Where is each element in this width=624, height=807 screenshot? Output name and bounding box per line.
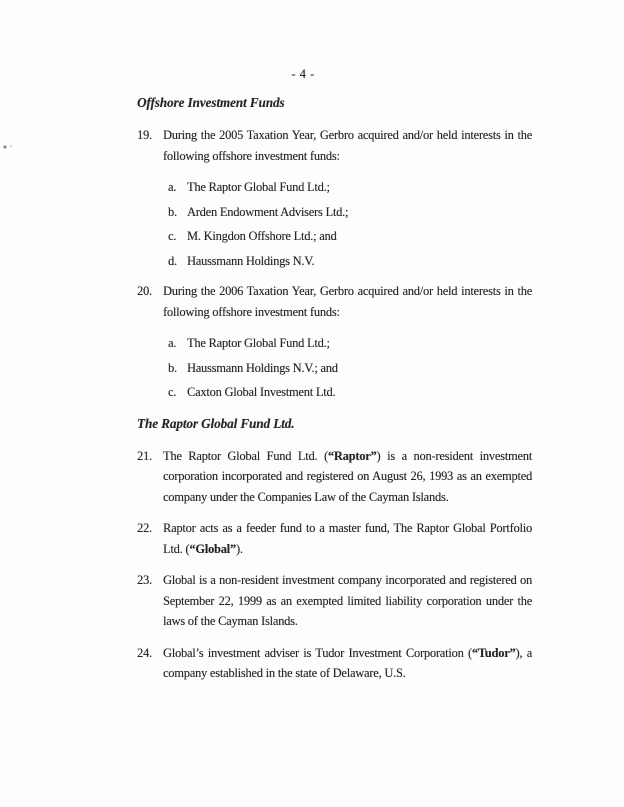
- defined-term-global: “Global”: [189, 541, 236, 556]
- paragraph-text: Global is a non-resident investment company incorporated and registered on September 22, 1999 as an exempted limited liability corporation under the laws of the Cayman Islands.: [163, 573, 532, 628]
- paragraph-text-run: ) is a non-resident investment corporation incorporated and registered on August 26, 1993 as an exempted company under the Companies Law of the Cayman Islands.: [163, 448, 532, 504]
- list-item-label: b.: [168, 360, 177, 375]
- list-item: [168, 226, 532, 247]
- list-item-label: a.: [168, 336, 177, 350]
- fund-list-2005: [168, 177, 532, 271]
- paragraph-number: 21.: [137, 448, 152, 463]
- section-heading-raptor-global-fund: The Raptor Global Fund Ltd.: [137, 415, 295, 431]
- paragraph-text-run: ), a company established in the state of Delaware, U.S.: [163, 645, 532, 680]
- paragraph-text: [163, 643, 532, 684]
- paragraph-number: 23.: [137, 573, 152, 587]
- paragraph-text: [163, 446, 532, 508]
- list-item-label: c.: [168, 385, 177, 399]
- list-item: [168, 177, 532, 198]
- list-item-label: c.: [168, 229, 177, 243]
- paragraph-23: [137, 570, 532, 632]
- list-item-label: d.: [168, 253, 177, 268]
- paragraph-22: [137, 518, 532, 559]
- list-item-label: a.: [168, 180, 177, 194]
- list-item-text: The Raptor Global Fund Ltd.;: [187, 336, 330, 350]
- fund-list-2006: [168, 333, 532, 403]
- paragraph-20: [137, 281, 532, 322]
- paragraph-19: [137, 125, 532, 166]
- list-item: [168, 358, 532, 379]
- paragraph-number: 24.: [137, 645, 152, 660]
- paragraph-text-run: ).: [235, 541, 243, 556]
- paragraph-21: [137, 446, 532, 508]
- list-item: [168, 251, 532, 272]
- paragraph-24: [137, 643, 532, 684]
- list-item-text: Caxton Global Investment Ltd.: [187, 385, 336, 399]
- list-item: [168, 382, 532, 403]
- list-item-text: Haussmann Holdings N.V.; and: [187, 360, 338, 375]
- list-item-label: b.: [168, 204, 177, 219]
- list-item-text: The Raptor Global Fund Ltd.;: [187, 180, 330, 194]
- paragraph-number: 19.: [137, 128, 152, 142]
- paragraph-text-run: Global’s investment adviser is Tudor Investment Corporation (: [163, 645, 472, 660]
- page-number: - 4 -: [291, 67, 315, 81]
- list-item-text: Arden Endowment Advisers Ltd.;: [187, 204, 349, 219]
- list-item: [168, 202, 532, 223]
- paragraph-text: During the 2005 Taxation Year, Gerbro acquired and/or held interests in the following offshore investment funds:: [163, 128, 532, 163]
- list-item-text: Haussmann Holdings N.V.: [187, 253, 315, 268]
- paragraph-text: During the 2006 Taxation Year, Gerbro acquired and/or held interests in the following offshore investment funds:: [163, 284, 532, 319]
- list-item: [168, 333, 532, 354]
- document-content: [137, 94, 532, 684]
- paragraph-text-run: Raptor acts as a feeder fund to a master fund, The Raptor Global Portfolio Ltd. (: [163, 521, 532, 556]
- defined-term-raptor: “Raptor”: [327, 448, 377, 463]
- paragraph-text: [163, 518, 532, 559]
- paragraph-number: 22.: [137, 521, 152, 535]
- scan-speckles: [0, 0, 2, 2]
- list-item-text: M. Kingdon Offshore Ltd.; and: [187, 229, 337, 243]
- defined-term-tudor: “Tudor”: [471, 645, 516, 660]
- paragraph-number: 20.: [137, 284, 152, 298]
- section-heading-offshore-investment-funds: Offshore Investment Funds: [137, 95, 285, 110]
- paragraph-text-run: The Raptor Global Fund Ltd. (: [163, 448, 328, 463]
